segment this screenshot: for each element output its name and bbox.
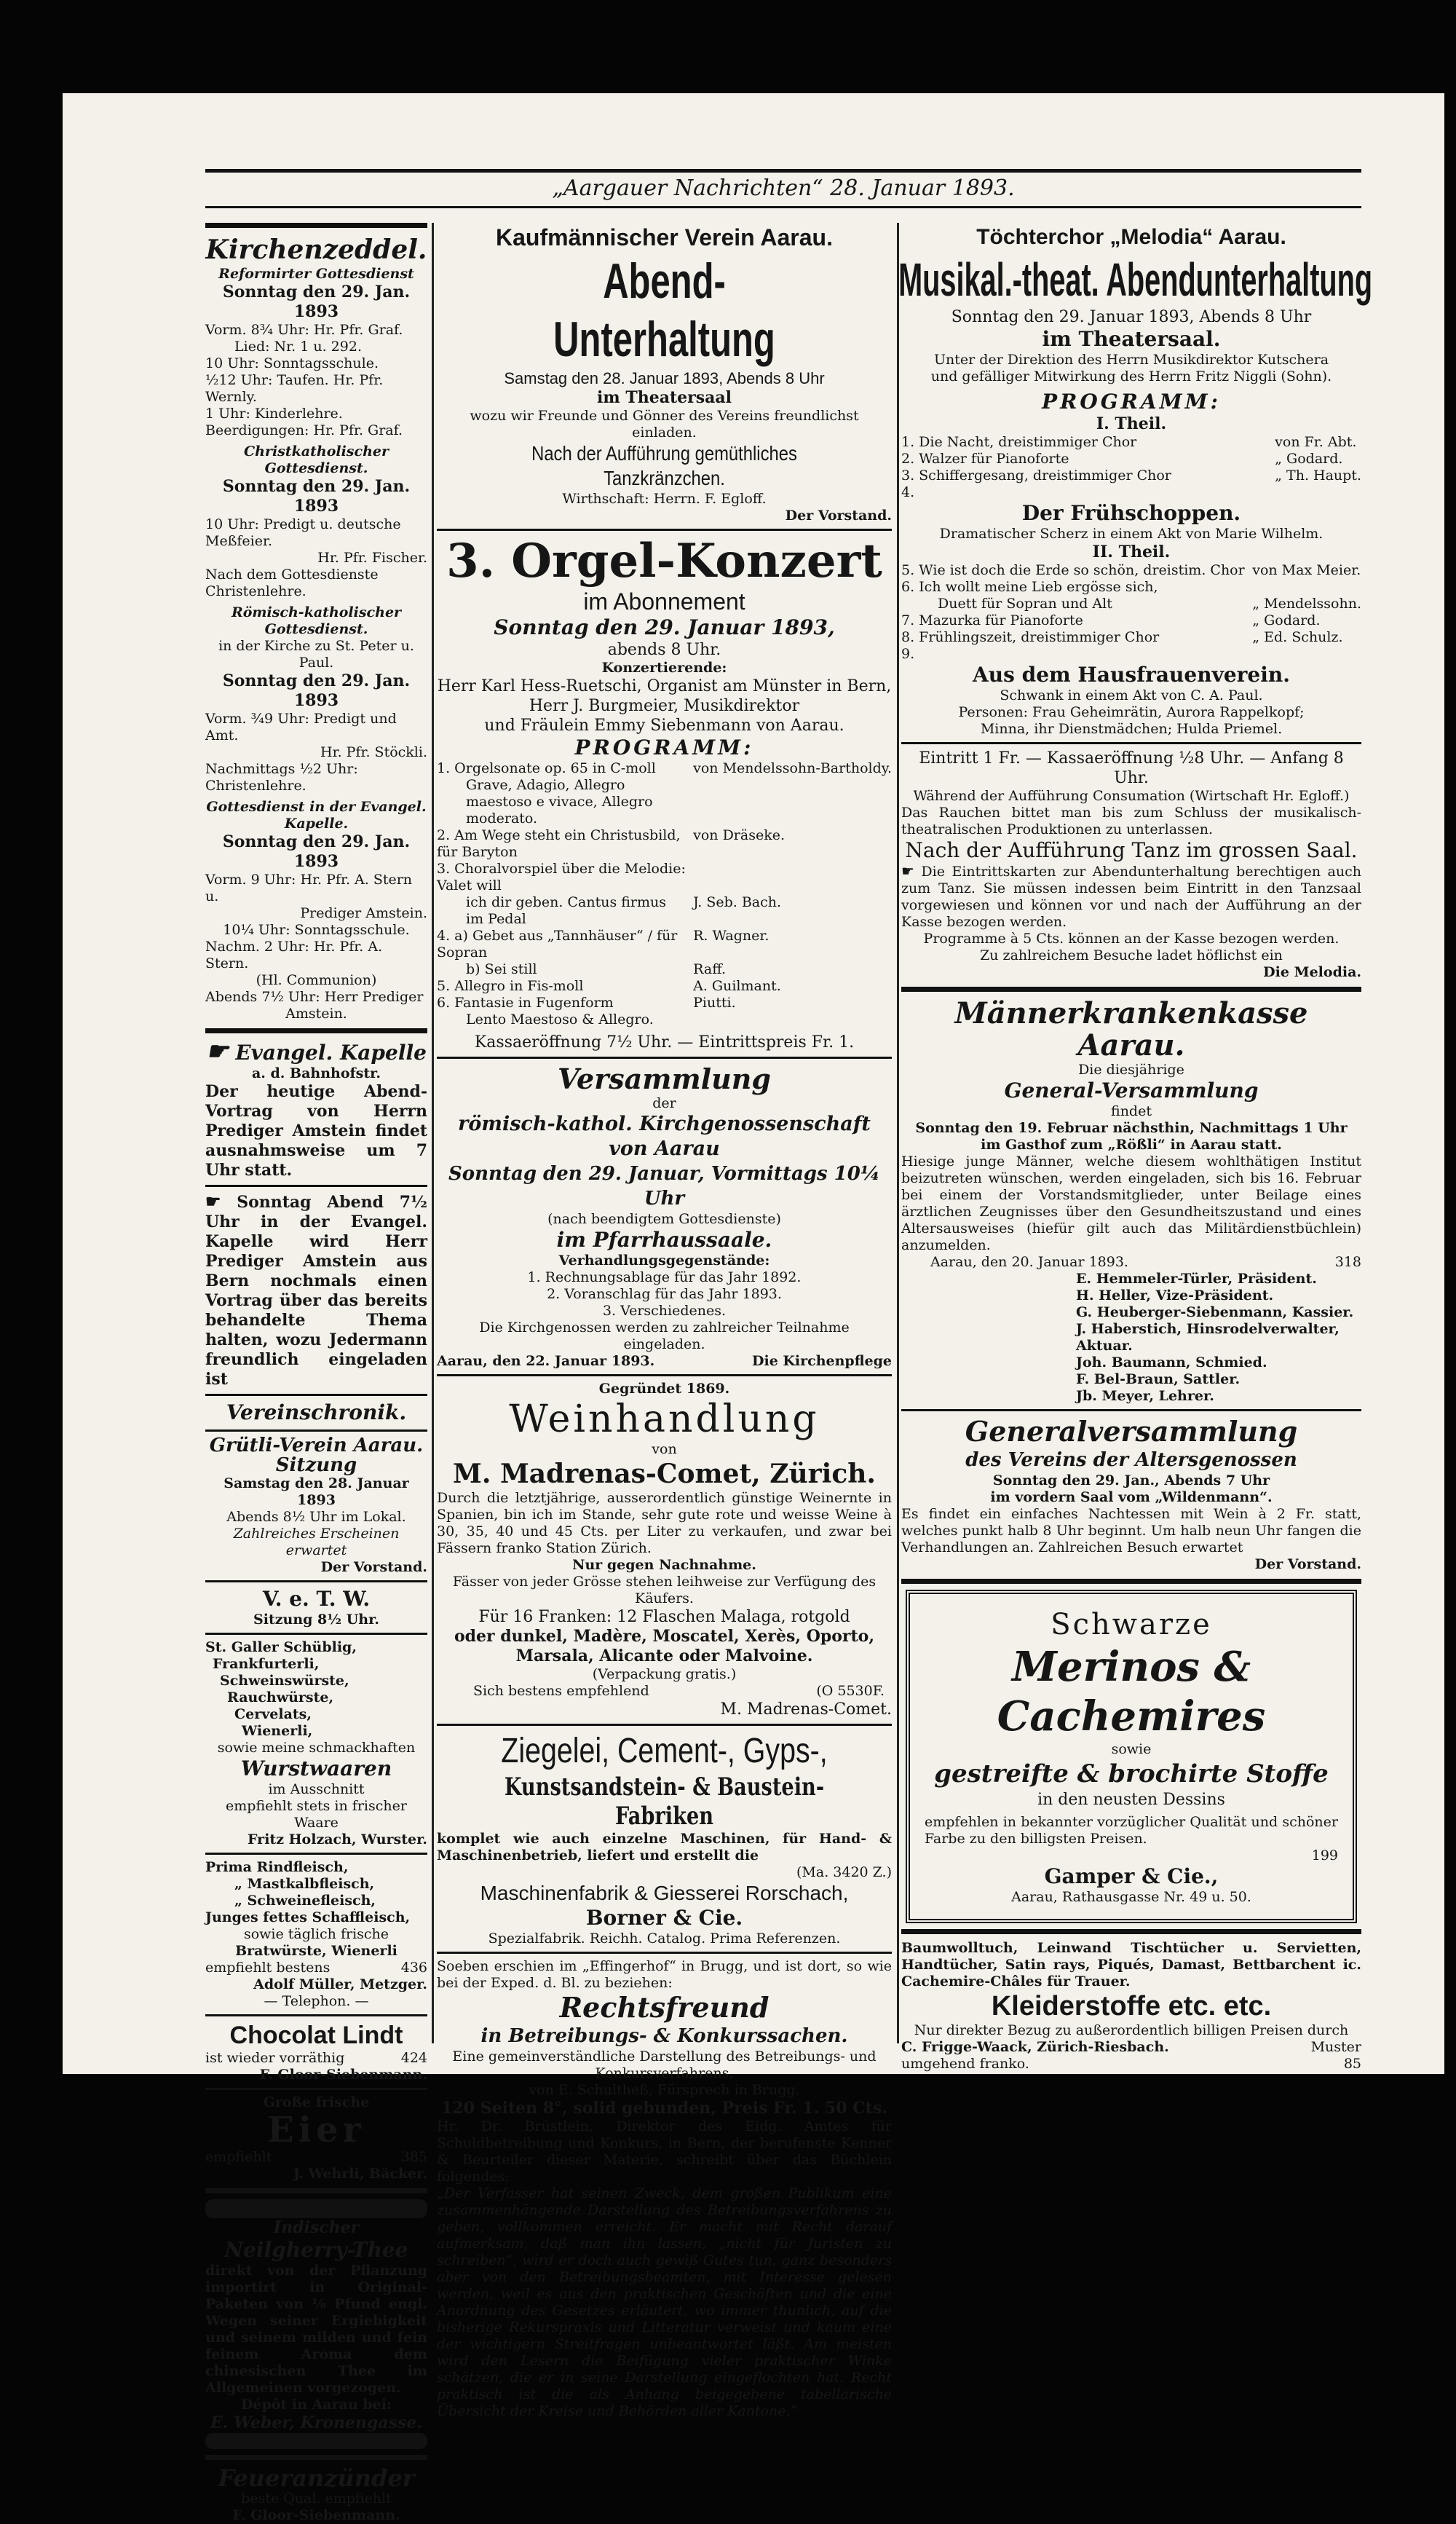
fleisch-tel: — Telephon. —	[264, 1993, 369, 2009]
thee-banner	[205, 2199, 427, 2218]
gamper-firm: Gamper & Cie.,	[1044, 1864, 1219, 1888]
mel-item-2-3: 7. Mazurka für Pianoforte	[901, 612, 1083, 628]
vetw-title: V. e. T. W.	[262, 1587, 371, 1611]
gruetli-sitzung: Sitzung	[275, 1454, 357, 1476]
middle-column	[437, 223, 892, 2419]
wein-offer-1: Für 16 Franken: 12 Flaschen Malaga, rotgold	[478, 1608, 850, 1626]
eier-pre: Große frische	[263, 2094, 370, 2110]
zieg-text: komplet wie auch einzelne Maschinen, für Hand- & Maschinenbetrieb, liefert und erstellt die	[437, 1831, 892, 1864]
ref-line-5: Beerdigungen: Hr. Pfr. Graf.	[205, 422, 403, 438]
orgel-item-9-composer	[693, 1011, 892, 1028]
mel-persons: Personen: Frau Geheimrätin, Aurora Rappelkopf;	[958, 704, 1305, 720]
divider	[205, 2014, 427, 2016]
ref-line-0: Vorm. 8¾ Uhr: Hr. Pfr. Graf.	[205, 322, 403, 338]
gamper-title: Merinos & Cachemires	[997, 1643, 1266, 1740]
mk-place: im Gasthof zum „Rößli“ in Aarau statt.	[981, 1137, 1282, 1153]
mel-item-1-1-comp: „ Godard.	[1275, 451, 1343, 467]
orgel-abo: im Abonnement	[583, 588, 745, 615]
vetw-sub: Sitzung 8½ Uhr.	[253, 1612, 379, 1628]
mel-item-2-2-comp: „ Mendelssohn.	[1252, 596, 1361, 612]
orgel-item-1-title: Grave, Adagio, Allegro maestoso e vivace, Allegro moderato.	[466, 777, 653, 827]
mel-persons-2: Minna, ihr Dienstmädchen; Hulda Priemel.	[980, 721, 1283, 737]
mel-program-part-1	[901, 434, 1361, 501]
fleisch-line-4: sowie täglich frische	[243, 1926, 389, 1942]
choc-row	[205, 2050, 427, 2067]
mk-member-4: Joh. Baumann, Schmied.	[1076, 1354, 1267, 1371]
frigge-text: Baumwolltuch, Leinwand Tischtücher u. Servietten, Handtücher, Satin rays, Piqués, Damast, Bettbarchent ic. Cachemire-Châles für Trauer.	[901, 1940, 1361, 1989]
wein-sign: M. Madrenas-Comet.	[720, 1700, 892, 1719]
mel-item-1-2: 3. Schiffergesang, dreistimmiger Chor	[901, 468, 1171, 484]
recht-sub: in Betreibungs- & Konkurssachen.	[480, 2025, 848, 2047]
wurst-line-2: Schweinswürste,	[220, 1673, 349, 1689]
mel-title: Töchterchor „Melodia“ Aarau.	[976, 225, 1286, 249]
divider	[205, 2088, 427, 2090]
feuer-sign: F. Gloor-Siebenmann.	[232, 2507, 400, 2523]
kv-sign: Der Vorstand.	[785, 508, 892, 524]
orgel-item-4-composer: J. Seb. Bach.	[693, 894, 782, 910]
wurst-foot-1: empfiehlt stets in frischer Waare	[226, 1798, 407, 1831]
divider	[205, 1028, 427, 1033]
mel-item-2-3-comp: „ Godard.	[1252, 612, 1321, 628]
frigge-title: Kleiderstoffe etc. etc.	[991, 1991, 1272, 2022]
orgel-kasse: Kassaeröffnung 7½ Uhr. — Eintrittspreis Fr. 1.	[474, 1033, 855, 1052]
eier-row	[205, 2149, 427, 2166]
kv-date: Samstag den 28. Januar 1893, Abends 8 Uhr	[504, 369, 825, 387]
choc-text: ist wieder vorräthig	[205, 2050, 345, 2066]
gamper-pre: Schwarze	[1051, 1608, 1212, 1641]
agv-title: Generalversammlung	[965, 1415, 1298, 1448]
mel-item-2-0-comp: von Max Meier.	[1252, 562, 1361, 578]
kapelle-sub: a. d. Bahnhofstr.	[251, 1065, 381, 1081]
mel-item-2-2: Duett für Sopran und Alt	[938, 596, 1112, 612]
thee-sign: E. Weber, Kronengasse.	[210, 2413, 423, 2432]
orgel-item-6-composer: Raff.	[693, 961, 727, 977]
mel-item-2-4: 8. Frühlingszeit, dreistimmiger Chor	[901, 629, 1160, 645]
pointing-hand-icon: ☛	[901, 862, 914, 880]
sonntag-text-body: Sonntag Abend 7½ Uhr in der Evangel. Kapelle wird Herr Prediger Amstein aus Bern nochmals einen Vortrag über das bereits behandelte Thema halten, wozu Jedermann freundlich eingeladen ist	[205, 1193, 427, 1389]
wurst-line-1: Frankfurterli,	[213, 1656, 320, 1672]
orgel-prog: PROGRAMM:	[574, 735, 754, 760]
divider	[901, 1579, 1361, 1584]
gruetli-line-0: Abends 8½ Uhr im Lokal.	[226, 1509, 406, 1525]
orgel-item-3-title: 3. Choralvorspiel über die Melodie: Valet will	[437, 861, 686, 894]
recht-author: von E. Schultheß, Fürsprech in Brugg.	[529, 2082, 800, 2098]
mk-date: Sonntag den 19. Februar nächsthin, Nachmittags 1 Uhr	[915, 1120, 1348, 1136]
mel-play-2: Aus dem Hausfrauenverein.	[973, 663, 1290, 687]
mel-item-2-0: 5. Wie ist doch die Erde so schön, dreistim. Chor	[901, 562, 1245, 578]
right-column	[898, 223, 1373, 2072]
gamper-addr: Aarau, Rathausgasse Nr. 49 u. 50.	[1011, 1889, 1251, 1905]
kapelle-title	[205, 1039, 427, 1065]
ref-title: Reformirter Gottesdienst	[218, 266, 414, 282]
rk-line-1: Hr. Pfr. Stöckli.	[320, 744, 427, 760]
pointing-hand-icon: ☛	[206, 1037, 229, 1066]
christ-date: Sonntag den 29. Jan. 1893	[222, 477, 411, 516]
wein-emp-row	[437, 1683, 892, 1700]
orgel-p3: und Fräulein Emmy Siebenmann von Aarau.	[484, 717, 844, 735]
recht-title: Rechtsfreund	[559, 1991, 769, 2024]
vers-note: (nach beendigtem Gottesdienste)	[547, 1211, 781, 1227]
mel-item-1-2-comp: „ Th. Haupt.	[1275, 468, 1361, 484]
mel-play-1-sub: Dramatischer Scherz in einem Akt von Marie Wilhelm.	[939, 526, 1324, 542]
mel-item-1-1: 2. Walzer für Pianoforte	[901, 451, 1069, 467]
frigge-franko-row	[901, 2056, 1361, 2073]
gamper-stoffe: gestreifte & brochirte Stoffe	[934, 1759, 1329, 1789]
mel-t1: I. Theil.	[1096, 414, 1167, 433]
mk-sub: Die diesjährige	[1078, 1062, 1184, 1078]
mel-item-2-5-comp	[1252, 646, 1361, 663]
left-column	[205, 223, 427, 2523]
mel-item-2-5: 9.	[901, 646, 915, 662]
wein-von: von	[652, 1441, 677, 1457]
vers-ort: Aarau, den 22. Januar 1893.	[437, 1353, 655, 1369]
eier-title: Eier	[267, 2110, 365, 2150]
vers-org: römisch-kathol. Kirchgenossenschaft von Aarau	[458, 1113, 871, 1160]
wurst-line-5: Wienerli,	[242, 1723, 313, 1739]
orgel-program-list	[437, 760, 892, 1028]
zieg-firm: Maschinenfabrik & Giesserei Rorschach,	[480, 1882, 849, 1904]
frigge-firm: C. Frigge-Waack, Zürich-Riesbach.	[901, 2039, 1169, 2055]
gamper-sowie: sowie	[1111, 1741, 1152, 1757]
vers-item-2: 3. Verschiedenes.	[602, 1303, 727, 1319]
mk-text: Hiesige junge Männer, welche diesem wohlthätigen Institut beizutreten wünschen, werden eingeladen, sich bis 16. Februar bei einem der Vorstandsmitglieder, unter Beilage eines ärztlichen Zeugnisses über den Gesundheitszustand und eines Altersausweises (hiefür gilt auch das Militärdienstbüchlein) anzumelden.	[901, 1153, 1361, 1253]
mel-mit: und gefälliger Mitwirkung des Herrn Fritz Niggli (Sohn).	[930, 368, 1332, 384]
mel-rauchen: Das Rauchen bittet man bis zum Schluss der musikalisch-theatralischen Produktionen zu unterlassen.	[901, 805, 1361, 837]
thee-depot: Dépôt in Aarau bei:	[241, 2397, 392, 2413]
sonntag-text	[205, 1191, 427, 1389]
vers-der: der	[652, 1095, 676, 1111]
divider	[437, 1057, 892, 1059]
gruetli-line-1: Zahlreiches Erscheinen erwartet	[233, 1526, 400, 1558]
orgel-item-7-title: 5. Allegro in Fis-moll	[437, 978, 584, 994]
choc-sign: F. Gloor-Siebenmann.	[259, 2067, 427, 2083]
ref-date: Sonntag den 29. Jan. 1893	[222, 283, 411, 321]
orgel-item-3-composer	[693, 861, 892, 894]
orgel-item-2-title: 2. Am Wege steht ein Christusbild, für Baryton	[437, 827, 681, 860]
orgel-date: Sonntag den 29. Januar 1893,	[494, 615, 835, 639]
orgel-p2: Herr J. Burgmeier, Musikdirektor	[529, 697, 800, 715]
zieg-title: Ziegelei, Cement-, Gyps-,	[501, 1732, 828, 1770]
vereins-title: Vereinschronik.	[226, 1400, 407, 1424]
mel-sign: Die Melodia.	[1263, 964, 1361, 980]
mel-programme: Programme à 5 Cts. können an der Kasse bezogen werden.	[923, 931, 1340, 947]
fleisch-emp-row	[205, 1960, 427, 1976]
mel-t2: II. Theil.	[1092, 543, 1171, 561]
divider	[437, 1374, 892, 1376]
orgel-item-5-composer: R. Wagner.	[693, 928, 769, 944]
wein-code: (O 5530F.	[816, 1683, 885, 1699]
mk-member-3: J. Haberstich, Hinsrodelverwalter, Aktuar.	[1076, 1321, 1340, 1354]
zieg-foot: Spezialfabrik. Reichh. Catalog. Prima Referenzen.	[488, 1931, 841, 1947]
ref-line-2: 10 Uhr: Sonntagsschule.	[205, 355, 379, 371]
fleisch-line-3: Junges fettes Schaffleisch,	[205, 1909, 411, 1925]
mk-member-1: H. Heller, Vize-Präsident.	[1076, 1287, 1274, 1304]
agv-sub: des Vereins der Altersgenossen	[965, 1449, 1297, 1471]
eier-num: 385	[400, 2149, 427, 2165]
mel-place: im Theatersaal.	[1042, 327, 1221, 351]
orgel-item-8-composer: Piutti.	[693, 995, 736, 1011]
wurst-line-0: St. Galler Schüblig,	[205, 1639, 357, 1655]
wurst-foot-0: im Ausschnitt	[268, 1781, 365, 1797]
wein-nach: Nur gegen Nachnahme.	[572, 1557, 756, 1573]
wein-text: Durch die letztjährige, ausserordentlich günstige Weinernte in Spanien, bin ich im Stande, sehr gute rote und weisse Weine à 30, 35, 40 und 45 Cts. per Liter zu verkaufen, und zwar bei Fässern franko Station Zürich.	[437, 1490, 892, 1556]
gamper-dessins: in den neusten Dessins	[1037, 1791, 1225, 1809]
fleisch-line-0: Prima Rindfleisch,	[205, 1859, 349, 1875]
thee-banner-bottom	[205, 2433, 427, 2449]
kv-after: Nach der Aufführung gemüthliches Tanzkränzchen.	[531, 442, 797, 489]
zieg-code: (Ma. 3420 Z.)	[796, 1864, 892, 1880]
christ-line-0: 10 Uhr: Predigt u. deutsche Meßfeier.	[205, 516, 401, 549]
orgel-item-0-title: 1. Orgelsonate op. 65 in C-moll	[437, 760, 656, 776]
wurst-line-4: Cervelats,	[234, 1706, 312, 1722]
recht-review: Hr. Dr. Brüstlein, Direktor des Eidg. Amtes für Schuldbetreibung und Konkurs, in Bern, der berufenste Kenner & Beurteiler dieser Materie, schreibt über das Büchlein folgendes:	[437, 2118, 892, 2185]
orgel-item-8-title: 6. Fantasie in Fugenform	[437, 995, 614, 1011]
orgel-title: 3. Orgel-Konzert	[446, 534, 882, 588]
orgel-item-6-title: b) Sei still	[466, 961, 537, 977]
kirchen-title: Kirchenzeddel.	[205, 234, 427, 265]
divider	[901, 1929, 1361, 1934]
mel-item-1-3-comp	[1275, 484, 1361, 501]
mk-ort: Aarau, den 20. Januar 1893.	[930, 1254, 1128, 1270]
mk-member-2: G. Heuberger-Siebenmann, Kassier.	[1076, 1304, 1354, 1320]
mel-karten-text: Die Eintrittskarten zur Abendunterhaltung berechtigen auch zum Tanz. Sie müssen indessen beim Eintritt in den Tanzsaal vorgewiesen und können vor und nach der Aufführung an der Kasse bezogen werden.	[901, 864, 1362, 930]
gruetli-sign: Der Vorstand.	[320, 1559, 427, 1575]
divider	[205, 223, 427, 228]
vers-invite: Die Kirchgenossen werden zu zahlreicher Teilnahme eingeladen.	[479, 1320, 850, 1352]
fleisch-line-5: Bratwürste, Wienerli	[235, 1943, 397, 1959]
divider	[437, 529, 892, 531]
mk-title: Männerkrankenkasse Aarau.	[954, 996, 1308, 1062]
ref-line-1: Lied: Nr. 1 u. 292.	[234, 339, 362, 355]
wurst-title: Wurstwaaren	[240, 1756, 392, 1780]
evk-line-5: Abends 7½ Uhr: Herr Prediger	[205, 989, 424, 1005]
kv-place: im Theatersaal	[597, 388, 732, 407]
mel-item-1-0: 1. Die Nacht, dreistimmiger Chor	[901, 434, 1137, 450]
agv-text: Es findet ein einfaches Nachtessen mit Wein à 2 Fr. statt, welches punkt halb 8 Uhr beginnt. Um halb neun Uhr fangen die Verhandlungen an. Zahlreichen Besuch erwartet	[901, 1506, 1361, 1555]
masthead-title: „Aargauer Nachrichten“ 28. Januar 1893.	[552, 176, 1015, 201]
vers-sign: Die Kirchenpflege	[752, 1353, 892, 1369]
mel-consum: Während der Aufführung Consumation (Wirtschaft Hr. Egloff.)	[913, 788, 1350, 804]
gruetli-title: Grütli-Verein Aarau.	[209, 1435, 424, 1456]
mel-item-2-1-comp	[1252, 579, 1361, 596]
mel-item-1-3: 4.	[901, 484, 915, 500]
vers-title: Versammlung	[558, 1062, 771, 1095]
divider	[437, 1952, 892, 1954]
divider	[205, 1853, 427, 1855]
divider	[901, 987, 1361, 992]
rk-date: Sonntag den 29. Jan. 1893	[222, 671, 411, 710]
mel-tanz: Nach der Aufführung Tanz im grossen Saal.	[905, 838, 1358, 862]
orgel-item-0-composer: von Mendelssohn-Bartholdy.	[693, 760, 892, 776]
mk-member-0: E. Hemmeler-Türler, Präsident.	[1076, 1271, 1317, 1287]
vers-place: im Pfarrhaussaale.	[556, 1228, 772, 1252]
divider	[901, 1409, 1361, 1411]
mk-gv: General-Versammlung	[1004, 1078, 1259, 1103]
masthead	[205, 169, 1361, 208]
mk-member-5: F. Bel-Braun, Sattler.	[1076, 1371, 1241, 1387]
recht-price: 120 Seiten 8°, solid gebunden, Preis Fr. 1. 50 Cts.	[441, 2099, 887, 2118]
mel-invite: Zu zahlreichem Besuche ladet höflichst ein	[980, 947, 1283, 963]
agv-date: Sonntag den 29. Jan., Abends 7 Uhr	[992, 1472, 1270, 1488]
rk-title: Römisch-katholischer Gottesdienst.	[231, 604, 402, 637]
fleisch-sign: Adolf Müller, Metzger.	[253, 1976, 427, 1992]
zieg-title-2: Kunstsandstein- & Baustein-Fabriken	[504, 1772, 825, 1831]
orgel-item-4-title: ich dir geben. Cantus firmus im Pedal	[466, 894, 667, 927]
divider	[205, 1633, 427, 1635]
evk-line-6: Amstein.	[285, 1006, 347, 1022]
fleisch-line-2: „ Schweinefleisch,	[234, 1893, 376, 1909]
thee-sub: Indischer	[273, 2218, 360, 2237]
recht-intro: Soeben erschien im „Effingerhof“ in Brugg, und ist dort, so wie bei der Exped. d. Bl. zu beziehen:	[437, 1958, 892, 1991]
wein-emp: Sich bestens empfehlend	[473, 1683, 649, 1699]
kapelle-title-text: Evangel. Kapelle	[235, 1041, 427, 1065]
wein-founded: Gegründet 1869.	[598, 1381, 730, 1397]
mel-play-2-sub: Schwank in einem Akt von C. A. Paul.	[1000, 687, 1263, 703]
zieg-firm-2: Borner & Cie.	[585, 1906, 743, 1930]
recht-quote: „Der Verfasser hat seinen Zweck, dem großen Publikum eine zusammenhängende Darstellung des Betreibungsverfahrens zu geben, vollkommen erreicht. Er macht mit Recht darauf aufmerksam, daß man ihn lassen, „nicht für Juristen zu schreiben“, wird er doch auch gewiß Gutes tun, ganz besonders aber von den Betreibungsbeamten, mit Interesse gelesen werden, weil es aus den praktischen Geschäften und die eine Anordnung des Gesetzes erläutert, wo immer thunlich, auf die bisherige Rekurspraxis und Litteratur verweist und kaum eine der wichtigern Streitfragen unbeantwortet läßt. Am meisten wird den Lesern die Beifügung vieler praktischer Winke schätzen, die er in seine Darstellung eingeflochten hat. Recht praktisch ist die als Anhang beigegebene tabellarische Übersicht der Kreise und Behörden aller Kantone.“	[437, 2185, 892, 2419]
pointing-hand-icon: ☛	[205, 1191, 221, 1212]
mel-dir: Unter der Direktion des Herrn Musikdirektor Kutschera	[933, 352, 1329, 368]
divider	[205, 1185, 427, 1187]
divider	[437, 1724, 892, 1726]
mel-item-2-1: 6. Ich wollt meine Lieb ergösse sich,	[901, 579, 1158, 595]
divider	[205, 1429, 427, 1432]
mk-member-6: Jb. Meyer, Lehrer.	[1076, 1388, 1214, 1404]
evk-line-0: Vorm. 9 Uhr: Hr. Pfr. A. Stern u.	[205, 872, 413, 904]
gruetli-date: Samstag den 28. Januar 1893	[223, 1475, 409, 1508]
evk-line-4: (Hl. Communion)	[256, 972, 377, 988]
wein-offer-3: Marsala, Alicante oder Malvoine.	[515, 1646, 813, 1665]
orgel-p1: Herr Karl Hess-Ruetschi, Organist am Münster in Bern,	[437, 677, 892, 695]
feuer-title: Feueranzünder	[218, 2464, 415, 2492]
wurst-note: sowie meine schmackhaften	[217, 1740, 416, 1756]
mk-num: 318	[1334, 1254, 1361, 1270]
evk-line-3: Nachm. 2 Uhr: Hr. Pfr. A. Stern.	[205, 939, 383, 971]
divider	[205, 1394, 427, 1396]
mel-event: Musikal.-theat. Abendunterhaltung	[898, 253, 1373, 306]
evk-line-1: Prediger Amstein.	[300, 905, 427, 921]
orgel-item-7-composer: A. Guilmant.	[693, 978, 781, 994]
fleisch-num: 436	[400, 1960, 427, 1976]
mel-play-1: Der Frühschoppen.	[1021, 501, 1241, 525]
frigge-bezug: Nur direkter Bezug zu außerordentlich billigen Preisen durch	[914, 2022, 1349, 2038]
orgel-konz: Konzertierende:	[601, 660, 727, 676]
mel-program-part-2	[901, 562, 1361, 663]
mel-item-2-4-comp: „ Ed. Schulz.	[1252, 629, 1343, 645]
recht-desc: Eine gemeinverständliche Darstellung des Betreibungs- und Konkursverfahrens,	[452, 2048, 877, 2081]
divider	[901, 742, 1361, 744]
evk-line-2: 10¼ Uhr: Sonntagsschule.	[223, 922, 410, 938]
vers-foot	[437, 1353, 892, 1370]
vers-gegen: Verhandlungsgegenstände:	[558, 1253, 770, 1269]
frigge-franko: umgehend franko.	[901, 2056, 1029, 2072]
mk-findet: findet	[1111, 1103, 1152, 1119]
orgel-time: abends 8 Uhr.	[607, 641, 721, 659]
divider	[205, 2455, 427, 2460]
vers-date: Sonntag den 29. Januar, Vormittags 10¼ Uhr	[448, 1163, 880, 1210]
fleisch-line-1: „ Mastkalbfleisch,	[234, 1876, 375, 1892]
rk-line-0: Vorm. ¾9 Uhr: Predigt und Amt.	[205, 711, 397, 744]
mk-ort-row	[901, 1254, 1361, 1271]
divider	[205, 1580, 427, 1582]
eier-emp: empfiehlt	[205, 2149, 272, 2165]
evk-date: Sonntag den 29. Jan. 1893	[222, 832, 411, 871]
gamper-ad	[906, 1590, 1357, 1923]
wein-title: Weinhandlung	[509, 1397, 820, 1441]
kv-title: Kaufmännischer Verein Aarau.	[496, 224, 833, 251]
thee-text: direkt von der Pflanzung importirt in Original-Paketen von ⅛ Pfund engl. Wegen seiner Ergiebigkeit und seinem milden und fein feinem Aroma dem chinesischen Thee im Allgemeinen vorgezogen.	[205, 2263, 427, 2396]
rk-sub: in der Kirche zu St. Peter u. Paul.	[218, 638, 414, 671]
wurst-line-3: Rauchwürste,	[227, 1689, 334, 1705]
mel-entry: Eintritt 1 Fr. — Kassaeröffnung ½8 Uhr. — Anfang 8 Uhr.	[919, 749, 1344, 787]
feuer-text: beste Qual. empfiehlt	[241, 2491, 392, 2507]
mel-karten	[901, 863, 1361, 931]
orgel-item-5-title: 4. a) Gebet aus „Tannhäuser“ / für Sopran	[437, 928, 678, 961]
gamper-num: 199	[1311, 1847, 1338, 1864]
choc-title: Chocolat Lindt	[229, 2022, 403, 2049]
frigge-num: 85	[1343, 2056, 1361, 2072]
christ-title: Christkatholischer Gottesdienst.	[244, 443, 389, 476]
kv-invite: wozu wir Freunde und Gönner des Vereins freundlichst einladen.	[470, 408, 859, 441]
divider	[205, 2188, 427, 2193]
ref-line-4: 1 Uhr: Kinderlehre.	[205, 406, 343, 422]
christ-line-2: Nach dem Gottesdienste Christenlehre.	[205, 567, 379, 599]
frigge-muster: Muster	[1310, 2039, 1361, 2055]
agv-place: im vordern Saal vom „Wildenmann“.	[990, 1489, 1273, 1505]
column-rule-left	[432, 223, 434, 2043]
agv-sign: Der Vorstand.	[1254, 1556, 1361, 1572]
mel-date: Sonntag den 29. Januar 1893, Abends 8 Uhr	[951, 308, 1312, 326]
thee-title: Neilgherry-Thee	[224, 2238, 408, 2262]
orgel-item-1-composer	[693, 777, 892, 827]
eier-sign: J. Wehrli, Bäcker.	[293, 2166, 427, 2182]
kv-event: Abend-Unterhaltung	[553, 253, 775, 367]
fleisch-emp: empfiehlt bestens	[205, 1960, 331, 1976]
mel-prog: PROGRAMM:	[1042, 390, 1221, 414]
mel-item-1-0-comp: von Fr. Abt.	[1275, 434, 1357, 450]
kv-wirt: Wirthschaft: Herrn. F. Egloff.	[562, 491, 767, 507]
orgel-item-9-title: Lento Maestoso & Allegro.	[466, 1011, 654, 1028]
wein-offer-2: oder dunkel, Madère, Moscatel, Xerès, Oporto,	[454, 1627, 875, 1646]
frigge-firm-row	[901, 2039, 1361, 2056]
vers-item-1: 2. Voranschlag für das Jahr 1893.	[547, 1286, 782, 1302]
evk-title: Gottesdienst in der Evangel. Kapelle.	[206, 799, 427, 832]
wein-faess: Fässer von jeder Grösse stehen leihweise zur Verfügung des Käufers.	[452, 1574, 877, 1606]
wein-verp: (Verpackung gratis.)	[592, 1666, 737, 1682]
vers-item-0: 1. Rechnungsablage für das Jahr 1892.	[527, 1269, 802, 1285]
wein-firm: M. Madrenas-Comet, Zürich.	[453, 1459, 876, 1489]
orgel-item-2-composer: von Dräseke.	[693, 827, 786, 843]
rk-line-2: Nachmittags ½2 Uhr: Christenlehre.	[205, 761, 358, 794]
kapelle-text: Der heutige Abend-Vortrag von Herrn Prediger Amstein findet ausnahmsweise um 7 Uhr statt.	[205, 1082, 427, 1180]
column-rule-right	[897, 223, 899, 2043]
christ-line-1: Hr. Pfr. Fischer.	[317, 550, 427, 566]
choc-num: 424	[400, 2050, 427, 2066]
ref-line-3: ½12 Uhr: Taufen. Hr. Pfr. Wernly.	[205, 372, 384, 405]
wurst-sign: Fritz Holzach, Wurster.	[248, 1831, 427, 1847]
gamper-text: empfehlen in bekannter vorzüglicher Qualität und schöner Farbe zu den billigsten Preisen.	[925, 1814, 1338, 1847]
